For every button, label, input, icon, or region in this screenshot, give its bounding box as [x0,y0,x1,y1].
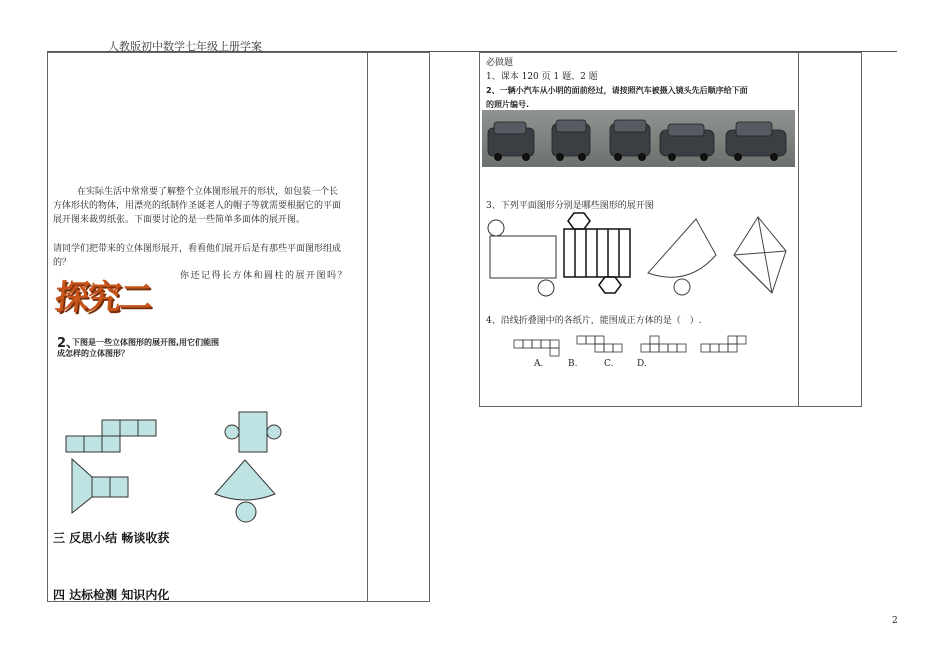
item-2-line-1: 2、一辆小汽车从小明的面前经过，请按照汽车被摄入镜头先后顺序给下面 [486,86,748,95]
car-photos-image [482,110,795,167]
item-4: 4、沿线折叠图中的各纸片，能围成正方体的是（ ）. [486,316,702,326]
page-number: 2 [892,616,898,626]
option-net-d [700,332,754,358]
recall-question: 你还记得长方体和圆柱的展开图吗？ [180,271,349,281]
option-label-b: B. [568,359,578,369]
item-1: 1、课本 120 页 1 题、2 题 [486,72,598,82]
option-label-d: D. [637,359,647,369]
item-2-line-2: 的照片编号. [486,100,530,109]
prompt-line-1: 请同学们把带来的立体图形展开，看看他们展开后是有那些平面图形组成 [53,244,342,254]
q2-line-2: 成怎样的立体图形？ [57,349,129,358]
q2-number: 2、 [57,336,80,351]
prism-net-diagram [68,457,138,515]
cylinder-net-diagram [220,410,290,460]
hexagonal-prism-unfold-figure [560,211,640,295]
header-title: 人教版初中数学七年级上册学案 [108,40,262,53]
section-3-heading: 三 反思小结 畅谈收获 [53,531,170,545]
option-net-b [576,332,630,358]
section-4-heading: 四 达标检测 知识内化 [53,588,170,602]
required-title: 必做题 [486,58,514,68]
cone-net-diagram [212,458,282,524]
intro-line-2: 方体形状的物体，用漂亮的纸制作圣诞老人的帽子等就需要根据它的平面 [53,201,342,211]
cone-unfold-figure [644,215,724,299]
intro-line-1: 在实际生活中常常要了解整个立体图形展开的形状，如包装一个长 [77,187,339,197]
intro-line-3: 展开图来裁剪纸张。下面要讨论的是一些简单多面体的展开图。 [53,215,306,225]
q2-line-1: 下图是一些立体图形的展开图,用它们能围 [72,338,220,347]
right-table-divider [798,52,799,406]
option-net-c [640,332,694,358]
prompt-line-2: 的？ [53,258,72,268]
cube-net-diagram [60,415,160,455]
cylinder-unfold-figure [484,220,564,298]
explore-banner: 探究二 [52,278,154,318]
item-3: 3、下列平面图形分别是哪些图形的展开图 [486,201,654,211]
option-net-a [513,336,567,358]
option-label-a: A. [534,359,544,369]
option-label-c: C. [604,359,614,369]
left-table-divider [367,52,368,601]
pyramid-unfold-figure [728,215,798,295]
